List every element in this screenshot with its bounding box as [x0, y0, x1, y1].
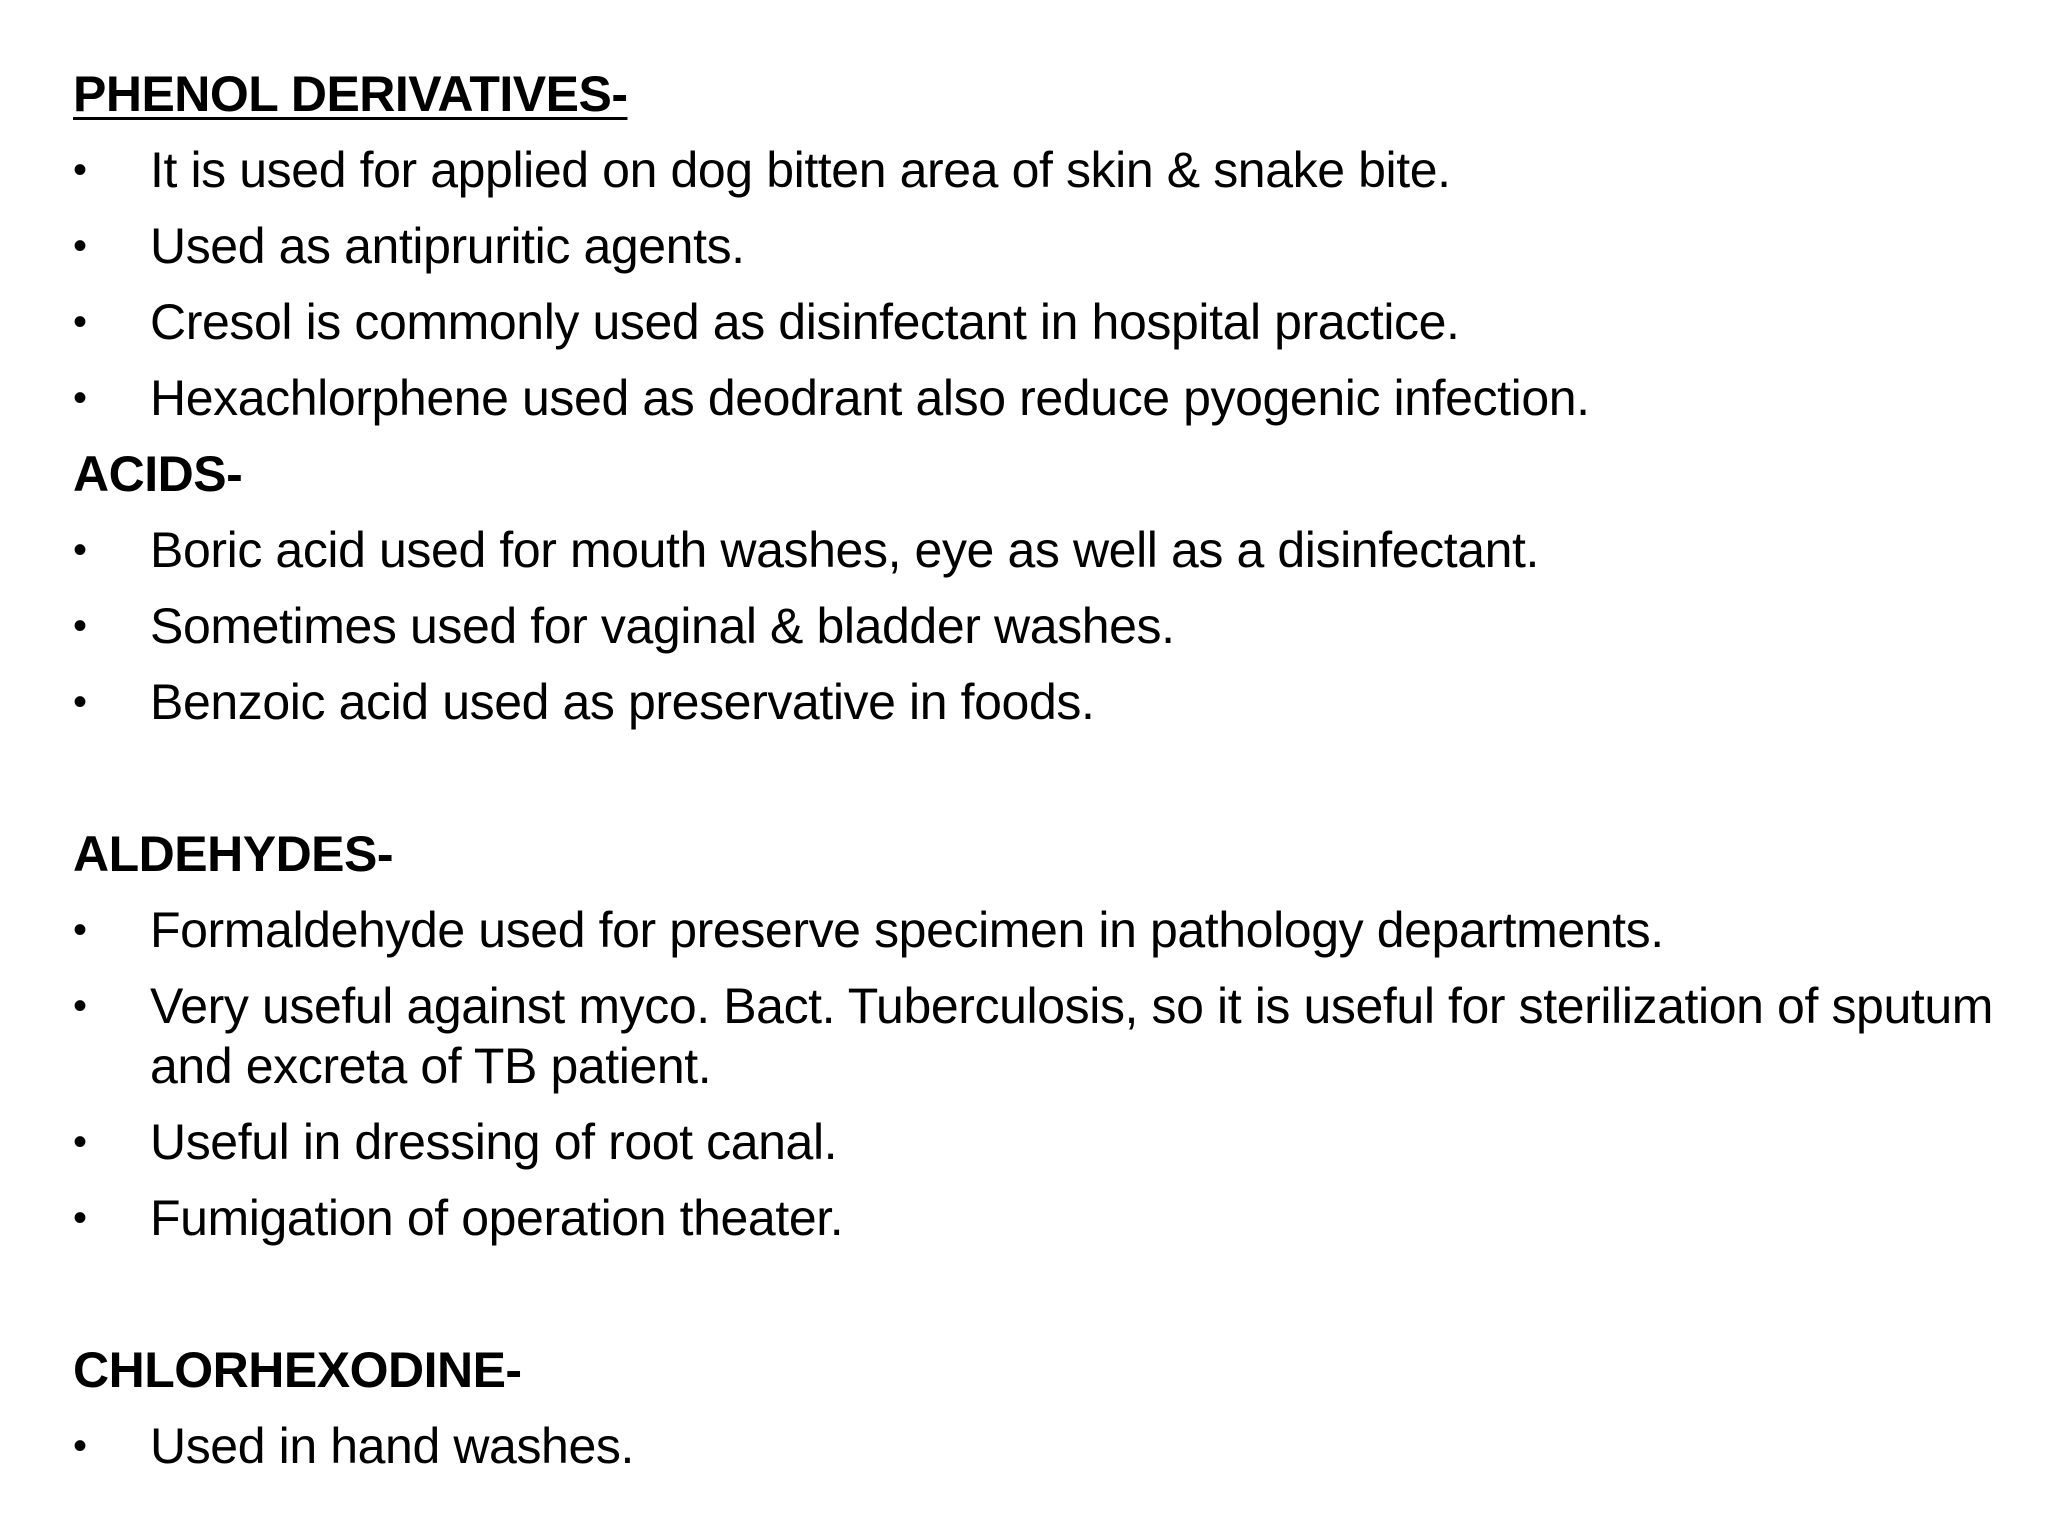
section-spacer [73, 740, 2033, 816]
list-item-text: Used as antipruritic agents. [150, 218, 745, 274]
list-item [73, 284, 2033, 360]
list-item-text: Useful in dressing of root canal. [150, 1114, 838, 1170]
list-item [73, 1408, 2033, 1484]
bullet-icon: • [73, 908, 87, 952]
bullet-icon: • [73, 1424, 87, 1468]
bullet-icon: • [73, 1196, 87, 1240]
bullet-icon: • [73, 376, 87, 420]
list-item [73, 1180, 2033, 1256]
bullet-icon: • [73, 300, 87, 344]
section-heading: PHENOL DERIVATIVES- [73, 66, 628, 122]
list-item-text: Benzoic acid used as preservative in foods. [150, 674, 1095, 730]
list-item-text: Cresol is commonly used as disinfectant in hospital practice. [150, 294, 1460, 350]
list-item [73, 512, 2033, 588]
section-acids [73, 436, 2033, 740]
bullet-icon: • [73, 604, 87, 648]
bullet-icon: • [73, 528, 87, 572]
list-item-text: Used in hand washes. [150, 1418, 634, 1474]
list-item [73, 1104, 2033, 1180]
list-item-text: Very useful against myco. Bact. Tuberculosis, so it is useful for sterilization of sputum and excreta of TB patient. [150, 978, 1994, 1094]
bullet-list [73, 892, 2033, 1256]
list-item-text: Fumigation of operation theater. [150, 1190, 844, 1246]
section-spacer [73, 1256, 2033, 1332]
list-item [73, 892, 2033, 968]
list-item-text: Sometimes used for vaginal & bladder washes. [150, 598, 1175, 654]
section-chlorhexodine [73, 1332, 2033, 1484]
list-item-text: Boric acid used for mouth washes, eye as well as a disinfectant. [150, 522, 1539, 578]
list-item-text: Formaldehyde used for preserve specimen in pathology departments. [150, 902, 1664, 958]
bullet-icon: • [73, 984, 87, 1028]
list-item [73, 968, 2033, 1104]
section-heading: CHLORHEXODINE- [73, 1342, 522, 1398]
list-item [73, 208, 2033, 284]
section-phenol-derivatives [73, 56, 2033, 436]
section-aldehydes [73, 816, 2033, 1256]
list-item-text: It is used for applied on dog bitten area of skin & snake bite. [150, 142, 1451, 198]
bullet-list [73, 132, 2033, 436]
section-heading: ACIDS- [73, 446, 243, 502]
list-item [73, 588, 2033, 664]
bullet-icon: • [73, 1120, 87, 1164]
list-item-text: Hexachlorphene used as deodrant also reduce pyogenic infection. [150, 370, 1590, 426]
bullet-list [73, 512, 2033, 740]
bullet-icon: • [73, 224, 87, 268]
list-item [73, 360, 2033, 436]
section-heading: ALDEHYDES- [73, 826, 394, 882]
bullet-icon: • [73, 148, 87, 192]
list-item [73, 664, 2033, 740]
list-item [73, 132, 2033, 208]
slide-content [73, 56, 2033, 1484]
bullet-icon: • [73, 680, 87, 724]
bullet-list [73, 1408, 2033, 1484]
